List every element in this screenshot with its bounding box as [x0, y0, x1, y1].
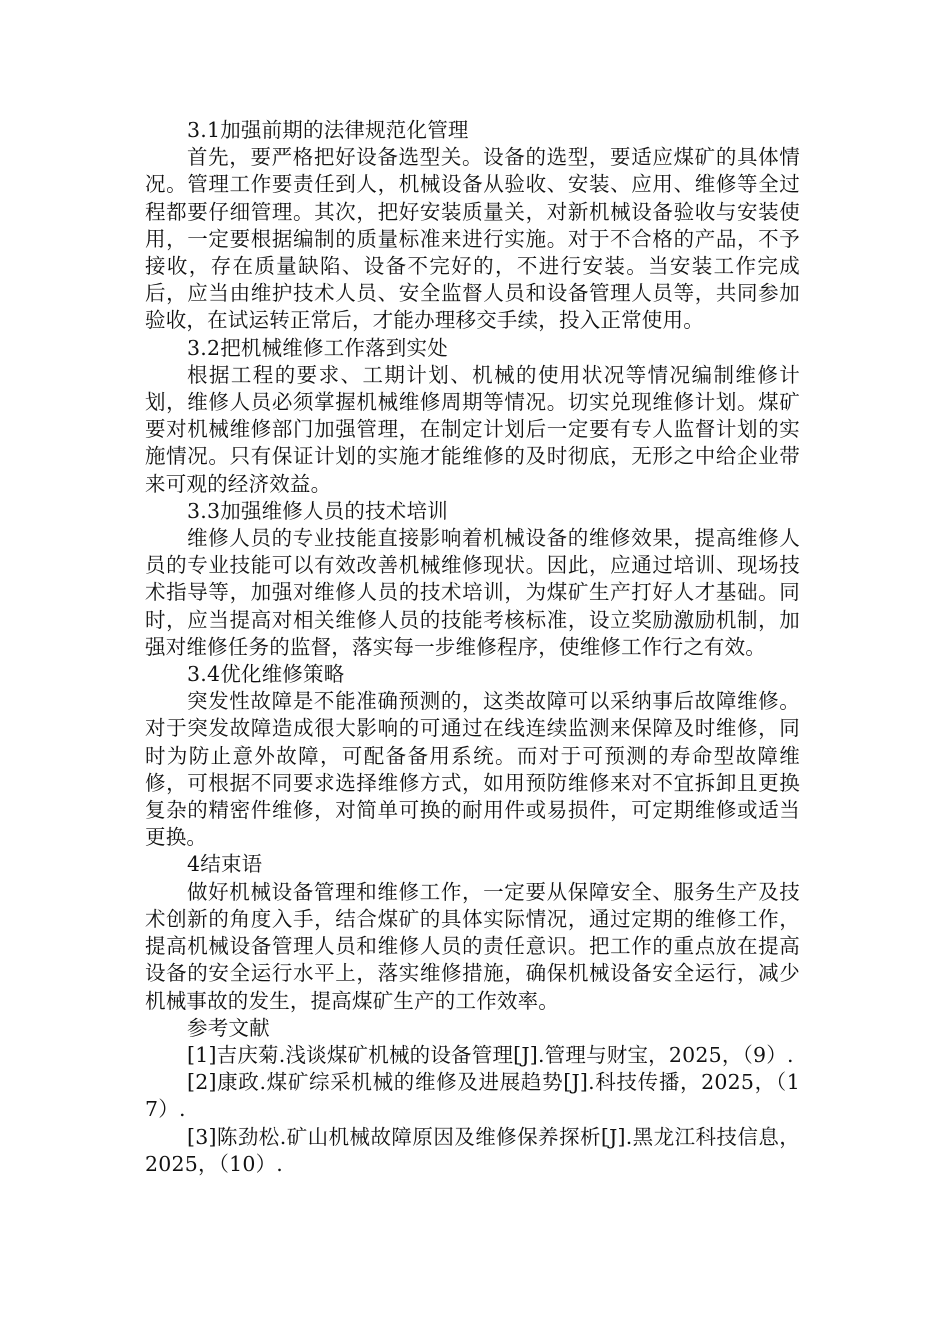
paragraph-3-3: 维修人员的专业技能直接影响着机械设备的维修效果，提高维修人员的专业技能可以有效改善机械维修现状。因此，应通过培训、现场技术指导等，加强对维修人员的技术培训，为煤矿生产打好人才基础。同时，应当提高对相关维修人员的技能考核标准，设立奖励激励机制，加强对维修任务的监督，落实每一步维修程序，使维修工作行之有效。: [145, 526, 800, 659]
section-heading-3-1: 3.1加强前期的法律规范化管理: [187, 118, 469, 142]
document-body: [145, 117, 800, 1178]
paragraph-4: 做好机械设备管理和维修工作，一定要从保障安全、服务生产及技术创新的角度入手，结合煤矿的具体实际情况，通过定期的维修工作，提高机械设备管理人员和维修人员的责任意识。把工作的重点放在提高设备的安全运行水平上，落实维修措施，确保机械设备安全运行，减少机械事故的发生，提高煤矿生产的工作效率。: [145, 879, 800, 1013]
reference-item-2: [2]康政.煤矿综采机械的维修及进展趋势[J].科技传播，2025，（17）.: [145, 1070, 800, 1122]
paragraph-3-4: 突发性故障是不能准确预测的，这类故障可以采纳事后故障维修。对于突发故障造成很大影响的可通过在线连续监测来保障及时维修，同时为防止意外故障，可配备备用系统。而对于可预测的寿命型故障维修，可根据不同要求选择维修方式，如用预防维修来对不宜拆卸且更换复杂的精密件维修，对简单可换的耐用件或易损件，可定期维修或适当更换。: [145, 689, 800, 850]
section-heading-3-3: 3.3加强维修人员的技术培训: [187, 498, 448, 523]
paragraph-3-1: 首先，要严格把好设备选型关。设备的选型，要适应煤矿的具体情况。管理工作要责任到人，机械设备从验收、安装、应用、维修等全过程都要仔细管理。其次，把好安装质量关，对新机械设备验收与安装使用，一定要根据编制的质量标准来进行实施。对于不合格的产品，不予接收，存在质量缺陷、设备不完好的，不进行安装。当安装工作完成后，应当由维护技术人员、安全监督人员和设备管理人员等，共同参加验收，在试运转正常后，才能办理移交手续，投入正常使用。: [145, 145, 800, 333]
section-heading-3-4: 3.4优化维修策略: [187, 662, 345, 687]
section-heading-3-2: 3.2把机械维修工作落到实处: [187, 335, 448, 360]
section-heading-4: 4结束语: [187, 852, 263, 877]
reference-item-1: [1]吉庆菊.浅谈煤矿机械的设备管理[J].管理与财宝，2025，（9）.: [187, 1042, 794, 1067]
paragraph-3-2: 根据工程的要求、工期计划、机械的使用状况等情况编制维修计划，维修人员必须掌握机械维修周期等情况。切实兑现维修计划。煤矿要对机械维修部门加强管理，在制定计划后一定要有专人监督计划的实施情况。只有保证计划的实施才能维修的及时彻底，无形之中给企业带来可观的经济效益。: [145, 362, 800, 496]
reference-item-3: [3]陈劲松.矿山机械故障原因及维修保养探析[J].黑龙江科技信息，2025，（10）.: [145, 1124, 800, 1176]
references-heading: 参考文献: [187, 1015, 270, 1040]
